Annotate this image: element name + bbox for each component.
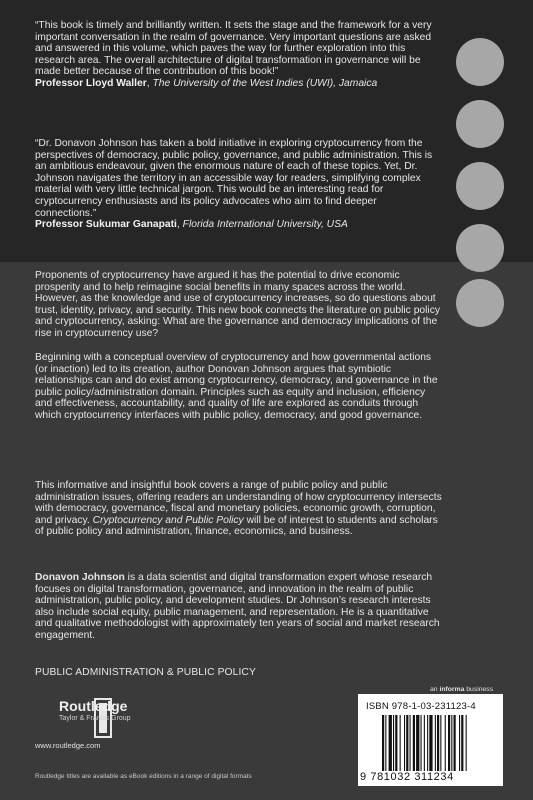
barcode-bar (416, 715, 419, 771)
barcode-bar (448, 715, 450, 771)
publisher-group: Taylor & Francis Group (59, 715, 131, 722)
barcode-bar (459, 715, 460, 771)
description-paragraph-2: Beginning with a conceptual overview of cryptocurrency and how governmental actions (or inaction) led to its creation, author Donovan Johnson argues that symbiotic relationships can and do exist among cryptocurrency, democracy, and governance in the public policy/administration domain. Principles such as equity and inclusion, efficiency and effectiveness, accountability, and quality of life are explored as conduits through which cryptocurrency interfaces with public policy, democracy, and good governance. (35, 352, 438, 421)
decorative-circle (456, 279, 504, 327)
barcode-bar (395, 715, 397, 771)
author-bio-text: is a data scientist and digital transformation expert whose research focuses on digital transformation, governance, and innovation in the realm of public administration, public policy, and development studies. Dr Johnson’s research interests also include social equity, public management, and representation. He is a quantitative and qualitative methodologist with approximately ten years of social and market research engagement. (35, 572, 440, 641)
barcode-bar (393, 715, 394, 771)
series-name: PUBLIC ADMINISTRATION & PUBLIC POLICY (35, 667, 256, 678)
description-paragraph-1: Proponents of cryptocurrency have argued it has the potential to drive economic prosperity and to help reimagine social benefits in many spaces across the world. However, as the knowledge and use of cryptocurrency increases, so do questions about trust, identity, privacy, and security. This new book connects the literature on public policy and cryptocurrency, asking: What are the governance and democracy implications of the rise in cryptocurrency use? (35, 270, 441, 339)
informa-prefix: an (430, 686, 440, 693)
barcode-bar (385, 715, 386, 771)
informa-tagline (430, 686, 493, 693)
barcode-bar (389, 715, 392, 771)
barcode-bar (382, 715, 384, 771)
barcode-bar (437, 715, 439, 771)
barcode-icon (382, 715, 494, 771)
publisher-website: www.routledge.com (35, 741, 101, 750)
barcode-bar (445, 715, 446, 771)
decorative-circle (456, 100, 504, 148)
barcode-bar (454, 715, 456, 771)
quote-affiliation: Florida International University, USA (182, 219, 348, 231)
informa-brand: informa (439, 686, 465, 693)
endorsement-quote-1 (35, 20, 435, 90)
barcode-bar (461, 715, 463, 771)
barcode-bar (421, 715, 422, 771)
description-text: This informative and insightful book covers a range of public policy and public administration issues, offering readers an understanding of how cryptocurrency intersects with democracy, governance, fiscal and monetary policies, economic growth, corruption, and privacy. (35, 480, 442, 526)
quote-affiliation: The University of the West Indies (UWI), Jamaica (152, 77, 378, 89)
author-bio (35, 572, 445, 642)
barcode-bar (427, 715, 428, 771)
barcode-bar (406, 715, 408, 771)
barcode-bar (413, 715, 415, 771)
barcode-bar (466, 715, 467, 771)
quote-author: Professor Sukumar Ganapati (35, 219, 177, 231)
endorsement-quote-2 (35, 138, 435, 231)
quote-attribution: Professor Lloyd Waller, The University of the West Indies (UWI), Jamaica (35, 77, 378, 89)
description-text: will be of interest to students and scholars of public policy and administration, finance, economics, and business. (35, 514, 438, 538)
quote-text: “This book is timely and brilliantly written. It sets the stage and the framework for a very important conversation in the realm of governance. Very important questions are asked and answered in this volume, which paves the way for further exploration into this research area. The overall architecture of digital transformation in governance will be made better because of the contribution of this book!” (35, 20, 432, 78)
isbn-label: ISBN 978-1-03-231123-4 (366, 701, 476, 712)
informa-suffix: business (464, 686, 494, 693)
author-name: Donavon Johnson (35, 572, 125, 583)
footer-note: Routledge titles are available as eBook editions in a range of digital formats (35, 773, 252, 780)
barcode-bar (400, 715, 401, 771)
quote-text: “Dr. Donavon Johnson has taken a bold initiative in exploring cryptocurrency from the perspectives of democracy, public policy, governance, and public administration. This is an ambitious endeavour, given the enormous nature of each of these topics. Yet, Dr. Johnson navigates the territory in an accessible way for readers, simplifying complex material with very little technical jargon. This would be an interesting read for cryptocurrency enthusiasts and its policy advocates who aim to find deeper connections.” (35, 138, 433, 219)
decorative-circle (456, 162, 504, 210)
barcode-bar (424, 715, 425, 771)
barcode-bar (429, 715, 432, 771)
decorative-circle (456, 38, 504, 86)
quote-author: Professor Lloyd Waller (35, 77, 147, 89)
barcode-bar (451, 715, 452, 771)
decorative-circle (456, 224, 504, 272)
quote-attribution: Professor Sukumar Ganapati, Florida International University, USA (35, 219, 348, 231)
description-paragraph-3 (35, 480, 445, 538)
book-title: Cryptocurrency and Public Policy (92, 514, 244, 526)
barcode-bar (435, 715, 436, 771)
barcode-digits: 9 781032 311234 (360, 771, 454, 783)
publisher-name: Routledge (59, 698, 128, 714)
barcode-bar (410, 715, 411, 771)
barcode-bar (440, 715, 441, 771)
barcode-bar (404, 715, 405, 771)
